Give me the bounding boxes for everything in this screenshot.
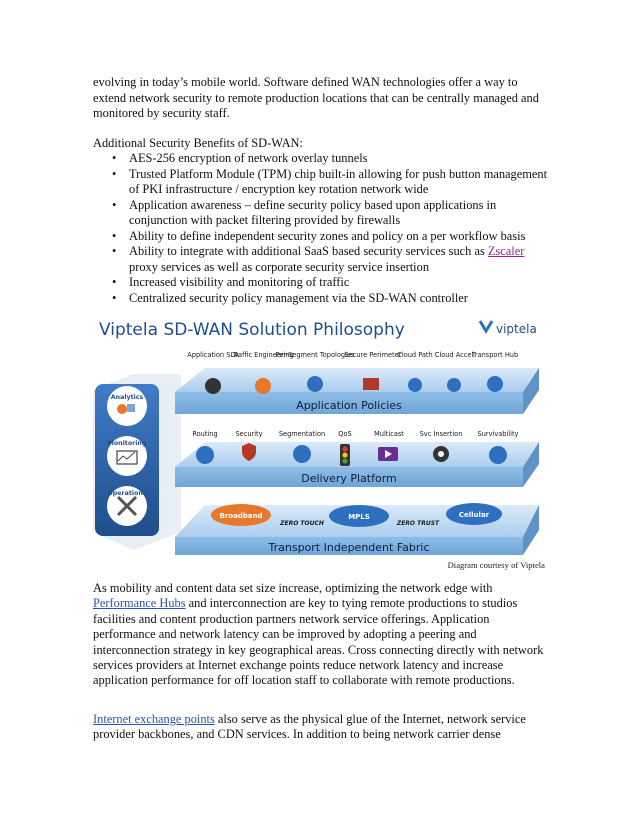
list-item-text: Ability to integrate with additional SaaS based security services such as bbox=[129, 244, 488, 258]
cloud-label: MPLS bbox=[348, 513, 370, 521]
layer-application-policies bbox=[175, 368, 539, 414]
mobility-paragraph bbox=[93, 581, 553, 689]
top-icon-label: Cloud Path bbox=[397, 351, 433, 359]
list-item-text: proxy services as well as corporate security service insertion bbox=[129, 259, 430, 274]
side-label: Analytics bbox=[110, 394, 144, 401]
layer-label: Delivery Platform bbox=[301, 472, 397, 485]
mid-icon-label: Security bbox=[235, 430, 263, 438]
side-panel bbox=[93, 374, 181, 550]
paragraph-text: also serve as the physical glue of the Internet, network service provider backbones, and CDN services. In addition to being network carrier dense bbox=[93, 712, 526, 742]
layer-label: Application Policies bbox=[296, 399, 402, 412]
sla-gauge-icon bbox=[205, 378, 221, 394]
sdwan-diagram bbox=[93, 312, 545, 570]
viptela-logo bbox=[480, 321, 537, 336]
top-icon-label: Cloud Accel bbox=[434, 351, 474, 359]
zscaler-link[interactable]: Zscaler bbox=[487, 244, 525, 258]
side-label: Monitoring bbox=[107, 440, 147, 447]
transport-tag: ZERO TRUST bbox=[396, 520, 440, 527]
mid-icon-label: Segmentation bbox=[278, 430, 326, 438]
cloud-path-icon bbox=[408, 378, 422, 392]
cloud-label: Cellular bbox=[458, 511, 490, 519]
exchange-paragraph bbox=[93, 712, 553, 743]
mid-icon-label: Routing bbox=[192, 430, 218, 438]
top-icon-label: Transport Hub bbox=[471, 351, 519, 359]
list-item: • Increased visibility and monitoring of traffic bbox=[112, 275, 553, 291]
side-label: Operations bbox=[107, 490, 147, 497]
list-item: • Centralized security policy management via the SD-WAN controller bbox=[112, 291, 553, 307]
intro-paragraph: evolving in today’s mobile world. Software defined WAN technologies offer a way to extend network security to remote production locations that can be centrally managed and monitored by security staff. bbox=[93, 75, 539, 120]
cloud-accel-icon bbox=[447, 378, 461, 392]
paragraph-text: As mobility and content data set size increase, optimizing the network edge with bbox=[93, 581, 493, 595]
mid-icon-label: Svc Insertion bbox=[419, 430, 463, 438]
diagram-title: Viptela SD-WAN Solution Philosophy bbox=[99, 320, 405, 340]
list-item: • AES-256 encryption of network overlay tunnels bbox=[112, 151, 553, 167]
cloud-label: Broadband bbox=[219, 512, 263, 520]
top-icon-label: Per-Segment Topologies bbox=[275, 351, 355, 359]
top-icon-label: Traffic Engineering bbox=[232, 351, 294, 359]
list-item: • Trusted Platform Module (TPM) chip built-in allowing for push button management of PKI infrastructure / encryption key rotation network wide bbox=[112, 167, 553, 198]
paragraph-text: and interconnection are key to tying remote productions to studios facilities and content production partners network service offerings. Application performance and network latency can be improved by adopting a peering and interconnection strategy in key geographical areas. Cross connecting directly with network services providers at Internet exchange points reduce network latency and increase application performance for off location staff to collaborate with remote productions. bbox=[93, 596, 544, 688]
internet-exchange-link[interactable]: Internet exchange points bbox=[93, 712, 215, 726]
mid-icon-label: QoS bbox=[338, 430, 352, 438]
mid-icon-label: Survivability bbox=[477, 430, 519, 438]
list-item: • Application awareness – define security policy based upon applications in conjunction with packet filtering provided by firewalls bbox=[112, 198, 553, 229]
survivability-icon bbox=[489, 446, 507, 464]
diagram-caption: Diagram courtesy of Viptela bbox=[447, 560, 545, 570]
benefits-list bbox=[93, 151, 553, 306]
top-icon-label: Secure Perimeter bbox=[344, 351, 402, 359]
document-body bbox=[93, 75, 553, 306]
diagram-graphic bbox=[93, 312, 545, 557]
brand-name: viptela bbox=[496, 322, 537, 336]
top-icon-label: Application SLA bbox=[187, 351, 239, 359]
list-item: • Ability to define independent security zones and policy on a per workflow basis bbox=[112, 229, 553, 245]
topology-icon bbox=[307, 376, 323, 392]
layer-label: Transport Independent Fabric bbox=[268, 541, 430, 554]
performance-hubs-link[interactable]: Performance Hubs bbox=[93, 596, 186, 611]
list-item bbox=[112, 244, 553, 275]
traffic-engineering-icon bbox=[255, 378, 271, 394]
layer-delivery-platform bbox=[175, 442, 539, 487]
firewall-icon bbox=[363, 378, 379, 390]
segmentation-icon bbox=[293, 445, 311, 463]
benefits-title: Additional Security Benefits of SD-WAN: bbox=[93, 135, 303, 150]
routing-icon bbox=[196, 446, 214, 464]
transport-tag: ZERO TOUCH bbox=[280, 520, 324, 527]
transport-hub-icon bbox=[487, 376, 503, 392]
mid-icon-label: Multicast bbox=[374, 430, 404, 438]
